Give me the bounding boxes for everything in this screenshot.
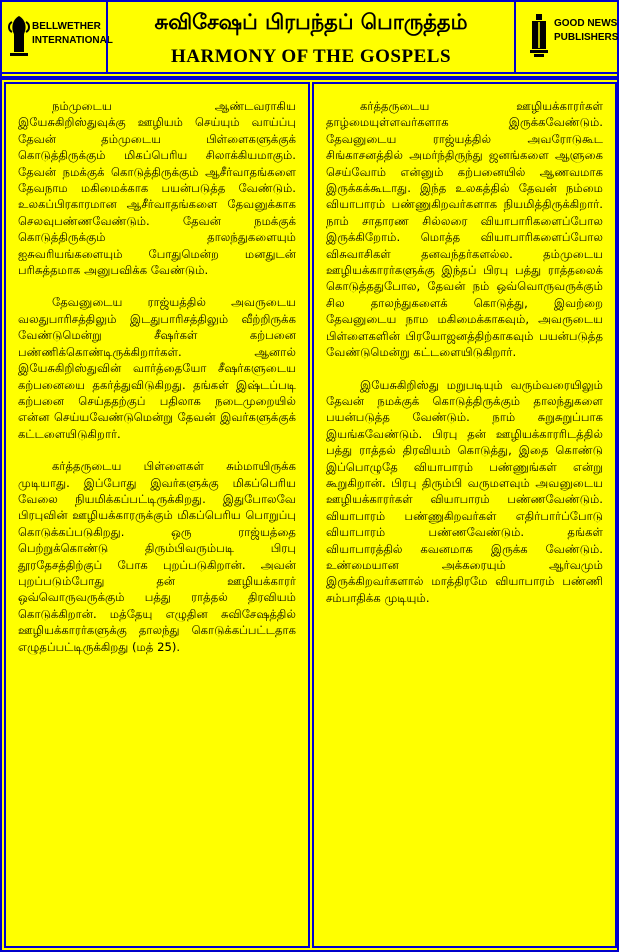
header-divider (0, 76, 619, 80)
right-paragraph-2: இயேசுகிறிஸ்து மறுபடியும் வரும்வரையிலும் தேவன் நமக்குக் கொடுத்திருக்கும் தாலந்துகளை பயன்படுத்த வேண்டும். நாம் சுறுசுறுப்பாக இயங்கவேண்டும். பிரபு தன் ஊழியக்காரரிடத்தில் பத்து ராத்தல் திரவியம் கொடுத்து, இதை கொண்டு இப்பொழுதே வியாபாரம் பண்ணுங்கள் என்று கூறுகிறான். பிரபு திரும்பி வருமளவும் அவனுடைய ஊழியக்காரர்கள் வியாபாரம் பண்ணவேண்டும். வியாபாரம் பண்ணுகிறவர்கள் எதிர்பார்ப்போடு வியாபாரம் பண்ணவேண்டும். தங்கள் வியாபாரத்தில் கவனமாக இருக்க வேண்டும். உண்மையான அக்கரையும் ஆர்வமும் இருக்கிறவர்களால் மாத்திரமே வியாபாரம் பண்ணி சம்பாதிக்க முடியும். (326, 377, 603, 605)
logo-right-line1: GOOD NEWS (554, 18, 618, 29)
right-column (312, 82, 617, 948)
left-column (4, 82, 310, 948)
publisher-logo-left (0, 0, 113, 74)
logo-left-line1: BELLWETHER (32, 21, 101, 32)
left-paragraph-3: கர்த்தருடைய பிள்ளைகள் சும்மாயிருக்க முடியாது. இப்போது இவர்களுக்கு மிகப்பெரிய வேலை நியமிக்கப்பட்டிருக்கிறது. இதுபோலவே பிரபுவின் ஊழியக்காரருக்கும் மிகப்பெரிய பொறுப்பு கொடுக்கப்படுகிறது. ஒரு ராஜ்யத்தை பெற்றுக்கொண்டு திரும்பிவரும்படி பிரபு தூரதேசத்திற்குப் போக புறப்படுகிறான். அவன் புறப்படும்போது தன் ஊழியக்காரர் ஒவ்வொருவருக்கும் பத்து ராத்தல் திரவியம் கொடுக்கிறான். மத்தேயு எழுதின சுவிசேஷத்தில் ஊழியக்காரர்களுக்கு தாலந்து கொடுக்கப்பட்டதாக எழுதப்பட்டிருக்கிறது (மத் 25). (18, 459, 296, 654)
publisher-logo-right (514, 0, 619, 74)
left-paragraph-1: நம்முடைய ஆண்டவராகிய இயேசுகிறிஸ்துவுக்கு ஊழியம் செய்யும் வாய்ப்பு தேவன் தம்முடைய பிள்ளைகளுக்குக் கொடுத்திருக்கும் மிகப்பெரிய சிலாக்கியமாகும். தேவன் நமக்குக் கொடுத்திருக்கும் ஆசீர்வாதங்களை தேவநாம மகிமைக்காக பயன்படுத்த வேண்டும். உலகப்பிரகாரமான ஆசீர்வாதங்களை தேவனுக்காக செலவுபண்ணவேண்டும். தேவன் நமக்குக் கொடுத்திருக்கும் தாலந்துகளையும் ஐசுவரியங்களையும் போதுமென்ற மனதுடன் பரிசுத்தமாக அனுபவிக்க வேண்டும். (18, 99, 296, 278)
left-paragraph-2: தேவனுடைய ராஜ்யத்தில் அவருடைய வலதுபாரிசத்திலும் இடதுபாரிசத்திலும் வீற்றிருக்க வேண்டுமென்று சீஷர்கள் கற்பனை பண்ணிக்கொண்டிருக்கிறார்கள். ஆனால் இயேசுகிறிஸ்துவின் வார்த்தையோ சீஷர்களுடைய கற்பனையை தகர்த்துவிடுகிறது. தங்கள் இஷ்டப்படி கற்பனை செய்ததற்குப் பதிலாக நடைமுறையில் என்ன செய்யவேண்டுமென்று தேவன் இவர்களுக்குக் கட்டளையிடுகிறார். (18, 295, 296, 441)
title-tamil: சுவிசேஷப் பிரபந்தப் பொருத்தம் (154, 10, 468, 34)
right-paragraph-1: கர்த்தருடைய ஊழியக்காரர்கள் தாழ்மையுள்ளவர்களாக இருக்கவேண்டும். தேவனுடைய ராஜ்யத்தில் அவரோடுகூட சிங்காசனத்தில் அமர்ந்திருந்து ஜனங்களை ஆளுகை செய்வோம் என்னும் கற்பனையில் ஆணவமாக இருக்கக்கூடாது. இந்த உலகத்தில் தேவன் நம்மை வியாபாரம் பண்ணுகிறவர்களாக நியமித்திருக்கிறார். நாம் சாதாரண சில்லரை வியாபாரிகளைப்போல இருக்கிறோம். மொத்த வியாபாரிகளைப்போல விசுவாசிகள் தனவந்தர்களல்ல. தம்முடைய ஊழியக்காரர்களுக்கு இந்தப் பிரபு பத்து ராத்தலைக் கொடுத்ததுபோல, தேவன் நம் ஒவ்வொருவருக்கும் சில தாலந்துகளைக் கொடுத்து, இவற்றை தேவனுடைய நாம மகிமைக்காகவும், அவருடைய பிள்ளைகளின் பிரயோஜனத்திற்காகவும் பயன்படுத்த வேண்டுமென்று கட்டளையிடுகிறார். (326, 99, 603, 360)
logo-right-line2: PUBLISHERS (554, 32, 619, 43)
title-english: HARMONY OF THE GOSPELS (170, 46, 452, 67)
title-box (106, 0, 516, 74)
ram-head-icon (8, 14, 30, 58)
logo-left-text (32, 20, 113, 48)
left-column-text (18, 98, 296, 671)
logo-right-text (554, 17, 618, 45)
logo-left-line2: INTERNATIONAL (32, 35, 113, 46)
header (0, 0, 619, 80)
book-icon (528, 12, 550, 60)
right-column-text (326, 98, 603, 622)
